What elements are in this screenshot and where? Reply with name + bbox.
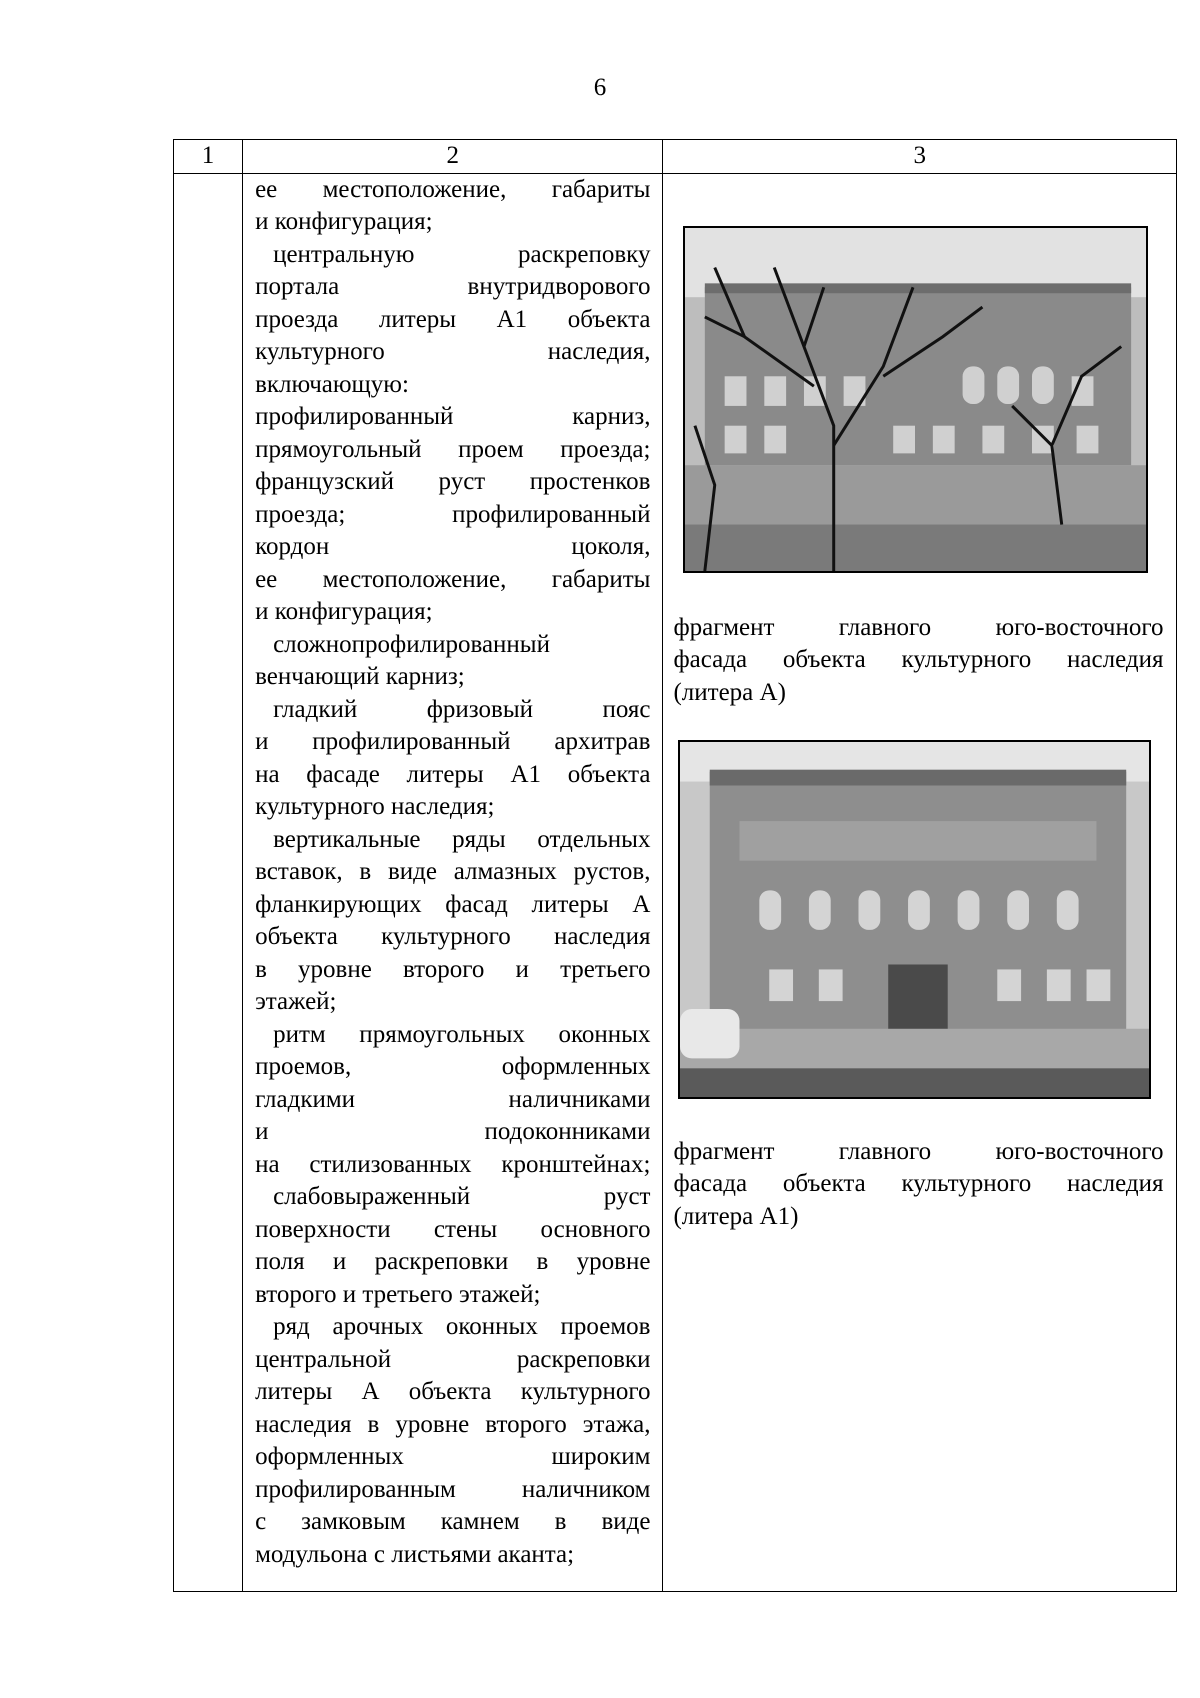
description-line: поля и раскреповки в уровне (255, 1248, 651, 1275)
description-line: проезда; профилированный (255, 500, 651, 528)
description-line: вставок, в виде алмазных рустов, (255, 858, 651, 885)
description-line: гладкий фризовый пояс (273, 695, 651, 723)
description-line: в уровне второго и третьего (255, 955, 651, 983)
caption-line: фрагмент главного юго-восточного (673, 1137, 1164, 1165)
description-line: вертикальные ряды отдельных (273, 825, 651, 853)
photo-cell (663, 173, 1177, 1591)
description-line: этажей; (255, 988, 337, 1015)
description-line: культурного наследия, (255, 338, 651, 365)
description-line: на фасаде литеры А1 объекта (255, 760, 651, 788)
description-line: венчающий карниз; (255, 663, 465, 690)
caption-line: (литера А1) (673, 1202, 799, 1230)
description-line: сложнопрофилированный (273, 630, 550, 658)
description-line: оформленных широким (255, 1443, 651, 1470)
description-line: французский руст простенков (255, 468, 651, 495)
description-line: ее местоположение, габариты (255, 565, 651, 593)
description-line: профилированный карниз, (255, 403, 651, 430)
description-line: и конфигурация; (255, 208, 433, 235)
description-line: слабовыраженный руст (273, 1183, 651, 1210)
facade-photo-litera-a1 (678, 740, 1151, 1099)
description-cell (243, 173, 663, 1591)
description-line: гладкими наличниками (255, 1085, 651, 1113)
caption-line: фрагмент главного юго-восточного (673, 613, 1164, 641)
description-line: кордон цоколя, (255, 533, 651, 560)
caption-line: фасада объекта культурного наследия (673, 646, 1164, 673)
photo-caption-litera-a (673, 612, 1163, 710)
caption-line: (литера А) (673, 678, 786, 706)
description-line: ряд арочных оконных проемов (273, 1313, 651, 1340)
description-line: культурного наследия; (255, 793, 495, 820)
description-line: литеры А объекта культурного (255, 1378, 651, 1405)
description-line: и профилированный архитрав (255, 728, 651, 755)
description-line: объекта культурного наследия (255, 923, 651, 950)
description-line: второго и третьего этажей; (255, 1280, 541, 1308)
description-line: модульона с листьями аканта; (255, 1540, 575, 1568)
description-line: с замковым камнем в виде (255, 1508, 651, 1535)
header-col-3: 3 (663, 140, 1177, 174)
description-line: проемов, оформленных (255, 1053, 651, 1080)
description-line: и конфигурация; (255, 598, 433, 625)
description-line: прямоугольный проем проезда; (255, 435, 651, 463)
facade-photo-litera-a (683, 226, 1148, 573)
caption-line: фасада объекта культурного наследия (673, 1170, 1164, 1197)
description-line: наследия в уровне второго этажа, (255, 1410, 651, 1438)
description-line: фланкирующих фасад литеры А (255, 890, 651, 918)
description-line: проезда литеры А1 объекта (255, 305, 651, 333)
table-row (174, 173, 1177, 1591)
description-line: ее местоположение, габариты (255, 175, 651, 203)
description-line: на стилизованных кронштейнах; (255, 1150, 651, 1178)
heritage-table (173, 139, 1177, 1592)
description-line: поверхности стены основного (255, 1215, 651, 1243)
header-col-1: 1 (174, 140, 243, 174)
description-line: центральной раскреповки (255, 1345, 651, 1373)
table-header-row (174, 140, 1177, 174)
page-number: 6 (593, 74, 607, 101)
photo-caption-litera-a1 (673, 1136, 1163, 1234)
description-line: ритм прямоугольных оконных (273, 1020, 651, 1048)
description-line: портала внутридворового (255, 273, 651, 300)
cell-col-1 (174, 173, 243, 1591)
description-line: включающую: (255, 370, 409, 398)
description-line: профилированным наличником (255, 1475, 651, 1503)
description-line: центральную раскреповку (273, 240, 651, 268)
description-line: и подоконниками (255, 1118, 651, 1145)
header-col-2: 2 (243, 140, 663, 174)
